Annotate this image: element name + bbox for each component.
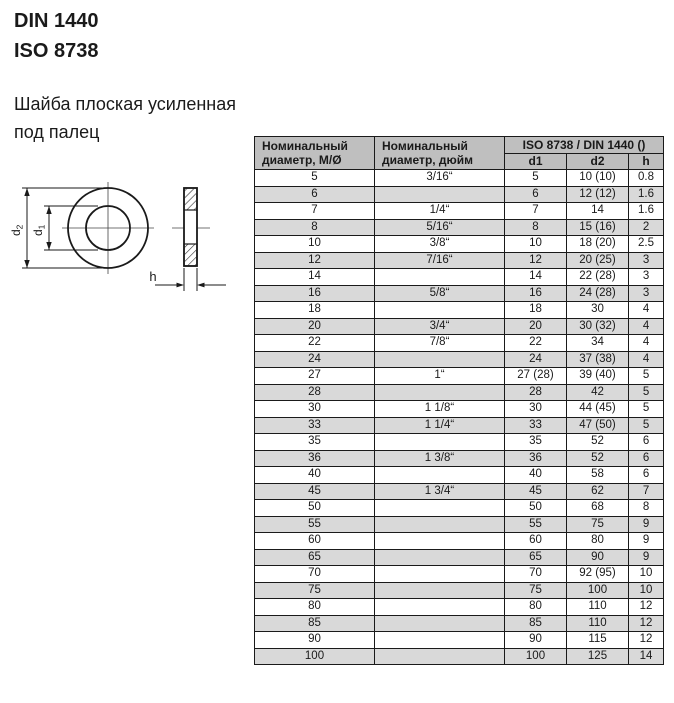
cell-h: 6: [629, 450, 664, 467]
cell-h: 6: [629, 467, 664, 484]
table-row: [255, 203, 664, 220]
cell-h: 9: [629, 533, 664, 550]
cell-h: 9: [629, 516, 664, 533]
cell-nominal-metric: 12: [255, 252, 375, 269]
cell-nominal-metric: 10: [255, 236, 375, 253]
cell-h: 4: [629, 335, 664, 352]
cell-nominal-metric: 55: [255, 516, 375, 533]
table-row: [255, 533, 664, 550]
cell-d1: 14: [505, 269, 567, 286]
cell-h: 12: [629, 615, 664, 632]
cell-d2: 47 (50): [567, 417, 629, 434]
cell-d1: 90: [505, 632, 567, 649]
column-header-nominal-inch: Номинальный диаметр, дюйм: [375, 137, 505, 170]
cell-nominal-metric: 7: [255, 203, 375, 220]
cell-d2: 80: [567, 533, 629, 550]
cell-d1: 65: [505, 549, 567, 566]
cell-h: 1.6: [629, 186, 664, 203]
table-row: [255, 483, 664, 500]
cell-d1: 5: [505, 170, 567, 187]
table-row: [255, 368, 664, 385]
cell-nominal-inch: [375, 516, 505, 533]
washer-size-table: [254, 136, 664, 665]
table-row: [255, 318, 664, 335]
cell-d1: 22: [505, 335, 567, 352]
product-title-line1: Шайба плоская усиленная: [14, 94, 236, 114]
table-row: [255, 566, 664, 583]
arrow-right-icon: [177, 283, 185, 288]
arrow-up-icon: [46, 206, 51, 214]
cell-d2: 22 (28): [567, 269, 629, 286]
washer-side-view: [172, 188, 210, 266]
cell-nominal-metric: 18: [255, 302, 375, 319]
table-row: [255, 335, 664, 352]
cell-d1: 18: [505, 302, 567, 319]
cell-nominal-metric: 40: [255, 467, 375, 484]
cell-nominal-inch: [375, 384, 505, 401]
cell-nominal-inch: 3/16“: [375, 170, 505, 187]
table-row: [255, 170, 664, 187]
cell-d2: 37 (38): [567, 351, 629, 368]
cell-nominal-inch: 1“: [375, 368, 505, 385]
cell-nominal-inch: [375, 186, 505, 203]
cell-d1: 16: [505, 285, 567, 302]
cell-d1: 30: [505, 401, 567, 418]
cell-h: 10: [629, 566, 664, 583]
table-row: [255, 351, 664, 368]
table-row: [255, 516, 664, 533]
cell-nominal-inch: [375, 549, 505, 566]
cell-nominal-inch: [375, 599, 505, 616]
cell-h: 12: [629, 599, 664, 616]
cell-nominal-inch: 1 1/4“: [375, 417, 505, 434]
cell-nominal-inch: [375, 648, 505, 665]
cell-d2: 30: [567, 302, 629, 319]
cell-d1: 85: [505, 615, 567, 632]
cell-nominal-inch: 1 1/8“: [375, 401, 505, 418]
cell-d1: 28: [505, 384, 567, 401]
cell-d1: 50: [505, 500, 567, 517]
cell-nominal-inch: 1/4“: [375, 203, 505, 220]
cell-nominal-inch: 1 3/8“: [375, 450, 505, 467]
table-row: [255, 632, 664, 649]
arrow-left-icon: [197, 283, 205, 288]
cell-d1: 35: [505, 434, 567, 451]
cell-nominal-inch: [375, 615, 505, 632]
cell-nominal-metric: 24: [255, 351, 375, 368]
table-row: [255, 186, 664, 203]
cell-h: 10: [629, 582, 664, 599]
cell-nominal-metric: 22: [255, 335, 375, 352]
column-header-h: h: [629, 153, 664, 170]
cell-d2: 20 (25): [567, 252, 629, 269]
arrow-down-icon: [46, 242, 51, 250]
cell-d2: 39 (40): [567, 368, 629, 385]
cell-nominal-inch: 5/8“: [375, 285, 505, 302]
cell-nominal-inch: [375, 269, 505, 286]
table-row: [255, 648, 664, 665]
cell-nominal-inch: 1 3/4“: [375, 483, 505, 500]
cell-nominal-metric: 5: [255, 170, 375, 187]
cell-d1: 20: [505, 318, 567, 335]
cell-d1: 36: [505, 450, 567, 467]
cell-h: 1.6: [629, 203, 664, 220]
cell-nominal-metric: 36: [255, 450, 375, 467]
cell-nominal-inch: [375, 500, 505, 517]
cell-nominal-metric: 45: [255, 483, 375, 500]
cell-nominal-metric: 85: [255, 615, 375, 632]
cell-d2: 34: [567, 335, 629, 352]
cell-nominal-metric: 20: [255, 318, 375, 335]
cell-d2: 92 (95): [567, 566, 629, 583]
cell-h: 9: [629, 549, 664, 566]
table-row: [255, 285, 664, 302]
column-header-nominal-metric: Номинальный диаметр, M/Ø: [255, 137, 375, 170]
product-title-line2: под палец: [14, 122, 100, 142]
cell-h: 4: [629, 351, 664, 368]
cell-d2: 110: [567, 615, 629, 632]
cell-h: 5: [629, 401, 664, 418]
column-header-standard-group: ISO 8738 / DIN 1440 (): [505, 137, 664, 154]
cell-nominal-metric: 100: [255, 648, 375, 665]
cell-nominal-metric: 80: [255, 599, 375, 616]
cell-nominal-inch: [375, 434, 505, 451]
cell-nominal-metric: 90: [255, 632, 375, 649]
cell-nominal-inch: [375, 566, 505, 583]
cell-nominal-inch: 7/16“: [375, 252, 505, 269]
cell-nominal-metric: 50: [255, 500, 375, 517]
cell-nominal-metric: 8: [255, 219, 375, 236]
table-row: [255, 500, 664, 517]
cell-h: 7: [629, 483, 664, 500]
cell-nominal-metric: 16: [255, 285, 375, 302]
arrow-up-icon: [24, 188, 29, 196]
cell-d2: 110: [567, 599, 629, 616]
dimension-h: [149, 268, 226, 291]
cell-d1: 60: [505, 533, 567, 550]
cell-nominal-metric: 28: [255, 384, 375, 401]
cell-nominal-metric: 6: [255, 186, 375, 203]
cell-nominal-inch: [375, 467, 505, 484]
cell-d2: 10 (10): [567, 170, 629, 187]
cell-nominal-inch: [375, 632, 505, 649]
table-row: [255, 599, 664, 616]
table-header: [255, 137, 664, 170]
column-header-d1: d1: [505, 153, 567, 170]
cell-nominal-inch: 3/8“: [375, 236, 505, 253]
table-row: [255, 236, 664, 253]
table-row: [255, 384, 664, 401]
dimension-label-h: h: [149, 269, 157, 284]
cell-d2: 14: [567, 203, 629, 220]
cell-d2: 68: [567, 500, 629, 517]
cell-d1: 70: [505, 566, 567, 583]
cell-d2: 15 (16): [567, 219, 629, 236]
cell-nominal-metric: 75: [255, 582, 375, 599]
product-title: [14, 90, 236, 146]
table-row: [255, 615, 664, 632]
cell-nominal-metric: 30: [255, 401, 375, 418]
cell-d2: 62: [567, 483, 629, 500]
cell-nominal-inch: 7/8“: [375, 335, 505, 352]
cell-nominal-inch: [375, 302, 505, 319]
table-row: [255, 417, 664, 434]
table-row: [255, 252, 664, 269]
cell-d1: 24: [505, 351, 567, 368]
cell-d2: 115: [567, 632, 629, 649]
cell-h: 12: [629, 632, 664, 649]
table-header-row-top: [255, 137, 664, 154]
cell-nominal-metric: 14: [255, 269, 375, 286]
cell-nominal-metric: 60: [255, 533, 375, 550]
cell-d2: 18 (20): [567, 236, 629, 253]
cell-h: 6: [629, 434, 664, 451]
cell-d1: 33: [505, 417, 567, 434]
cell-nominal-inch: [375, 582, 505, 599]
table-row: [255, 549, 664, 566]
table-row: [255, 450, 664, 467]
washer-front-view: [62, 182, 154, 274]
cell-d2: 58: [567, 467, 629, 484]
cell-h: 2: [629, 219, 664, 236]
cell-d2: 24 (28): [567, 285, 629, 302]
cell-nominal-metric: 27: [255, 368, 375, 385]
cell-d2: 52: [567, 450, 629, 467]
cell-d1: 40: [505, 467, 567, 484]
cell-h: 3: [629, 285, 664, 302]
cell-d1: 27 (28): [505, 368, 567, 385]
cell-d2: 125: [567, 648, 629, 665]
cell-h: 2.5: [629, 236, 664, 253]
cell-h: 5: [629, 417, 664, 434]
dimension-label-d1: $d_1$: [31, 224, 47, 236]
cell-d1: 8: [505, 219, 567, 236]
table-body: [255, 170, 664, 665]
table-row: [255, 582, 664, 599]
standard-din: DIN 1440: [14, 10, 99, 32]
cell-d1: 100: [505, 648, 567, 665]
cell-d1: 10: [505, 236, 567, 253]
arrow-down-icon: [24, 260, 29, 268]
cell-nominal-inch: [375, 351, 505, 368]
cell-nominal-metric: 70: [255, 566, 375, 583]
cell-nominal-metric: 33: [255, 417, 375, 434]
table-row: [255, 401, 664, 418]
cell-nominal-inch: 5/16“: [375, 219, 505, 236]
cell-d1: 12: [505, 252, 567, 269]
table-row: [255, 219, 664, 236]
cell-h: 3: [629, 252, 664, 269]
cell-h: 5: [629, 384, 664, 401]
cell-nominal-metric: 65: [255, 549, 375, 566]
cell-h: 4: [629, 302, 664, 319]
cell-d2: 52: [567, 434, 629, 451]
cell-d2: 90: [567, 549, 629, 566]
cell-h: 14: [629, 648, 664, 665]
cell-h: 0.8: [629, 170, 664, 187]
cell-nominal-metric: 35: [255, 434, 375, 451]
cell-d2: 44 (45): [567, 401, 629, 418]
cell-d2: 12 (12): [567, 186, 629, 203]
cell-d1: 55: [505, 516, 567, 533]
cell-nominal-inch: 3/4“: [375, 318, 505, 335]
cell-h: 4: [629, 318, 664, 335]
table-row: [255, 434, 664, 451]
cell-d1: 7: [505, 203, 567, 220]
column-header-d2: d2: [567, 153, 629, 170]
cell-d2: 42: [567, 384, 629, 401]
cell-d1: 45: [505, 483, 567, 500]
standard-iso: ISO 8738: [14, 40, 99, 62]
cell-d1: 80: [505, 599, 567, 616]
cell-d2: 30 (32): [567, 318, 629, 335]
table-row: [255, 269, 664, 286]
cell-h: 3: [629, 269, 664, 286]
cell-d1: 75: [505, 582, 567, 599]
cell-d2: 100: [567, 582, 629, 599]
cell-d1: 6: [505, 186, 567, 203]
table-row: [255, 302, 664, 319]
dimension-label-d2: $d_2$: [9, 224, 25, 236]
cell-d2: 75: [567, 516, 629, 533]
washer-diagram: [0, 170, 240, 310]
cell-h: 5: [629, 368, 664, 385]
cell-nominal-inch: [375, 533, 505, 550]
standards-title: [14, 6, 99, 66]
cell-h: 8: [629, 500, 664, 517]
table-row: [255, 467, 664, 484]
